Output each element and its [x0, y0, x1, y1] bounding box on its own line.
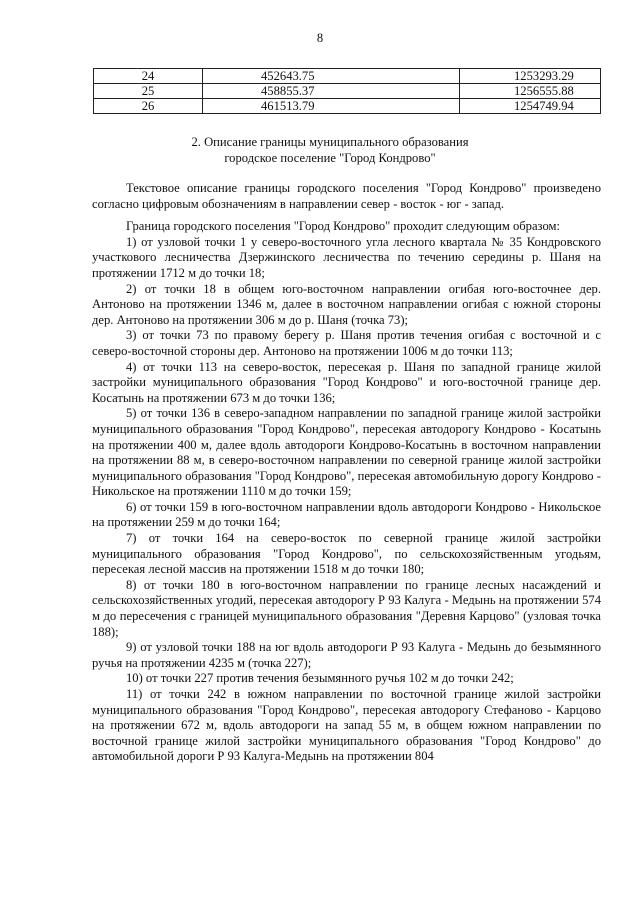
coordinates-table — [93, 68, 601, 114]
paragraph-item-6: 6) от точки 159 в юго-восточном направлении вдоль автодороги Кондрово - Никольское на протяжении 259 м до точки 164; — [92, 499, 601, 530]
paragraph-boundary-intro: Граница городского поселения "Город Кондрово" проходит следующим образом: — [126, 219, 560, 234]
paragraph-item-5: 5) от точки 136 в северо-западном направлении по западной границе жилой застройки муниципального образования "Город Кондрово", пересекая автодорогу Кондрово - Косатынь на протяжении 400 м, далее вдоль автодороги Кондрово-Косатынь в восточном направлении на протяжении 88 м, в северо-восточном направлении по северной границе жилой застройки муниципального образования "Город Кондрово", пересекая автомобильную дорогу Кондрово - Никольское на протяжении 1110 м до точки 159; — [92, 406, 601, 499]
paragraph-item-9: 9) от узловой точки 188 на юг вдоль автодороги Р 93 Калуга - Медынь до безымянного ручья на протяжении 4235 м (точка 227); — [92, 640, 601, 670]
section-heading-line-1: 2. Описание границы муниципального образования — [191, 135, 469, 149]
table-cell-x: 461513.79 — [203, 99, 460, 114]
paragraph-item-3: 3) от точки 73 по правому берегу р. Шаня против течения огибая с восточной и с северо-восточной стороны дер. Антоново на протяжении 1006 м до точки 113; — [92, 328, 601, 358]
paragraph-item-1: 1) от узловой точки 1 у северо-восточного угла лесного квартала № 35 Кондровского участкового лесничества Дзержинского лесничества по течению середины р. Шаня на протяжении 1712 м до точки 18; — [92, 234, 601, 280]
section-heading — [120, 134, 540, 166]
paragraph-item-2: 2) от точки 18 в общем юго-восточном направлении огибая юго-восточнее дер. Антоново на протяжении 1346 м, далее в восточном направлении огибая с южной стороны дер. Антоново на протяжении 306 м до р. Шаня (точка 73); — [92, 281, 601, 327]
table-row — [94, 99, 601, 114]
table-cell-y: 1256555.88 — [460, 84, 601, 99]
paragraph-item-11: 11) от точки 242 в южном направлении по восточной границе жилой застройки муниципального образования "Город Кондрово", пересекая автодорогу Стефаново - Карцово на протяжении 672 м, вдоль автодороги на запад 55 м, в общем южном направлении по восточной границе жилой застройки муниципального образования "Город Кондрово" до автомобильной дороги Р 93 Калуга-Медынь на протяжении 804 — [92, 687, 601, 764]
table-row — [94, 84, 601, 99]
table-cell-y: 1253293.29 — [460, 69, 601, 84]
table-row — [94, 69, 601, 84]
paragraph-item-10: 10) от точки 227 против течения безымянного ручья 102 м до точки 242; — [126, 671, 514, 686]
table-cell-y: 1254749.94 — [460, 99, 601, 114]
table-cell-x: 458855.37 — [203, 84, 460, 99]
table-cell-point: 24 — [94, 69, 203, 84]
page-number: 8 — [316, 31, 324, 45]
document-body — [92, 181, 601, 765]
paragraph-item-8: 8) от точки 180 в юго-восточном направлении по границе лесных насаждений и сельскохозяйственных угодий, пересекая автодорогу Р 93 Калуга - Медынь на протяжении 574 м до пересечения с границей муниципального образования "Деревня Карцово" (узловая точка 188); — [92, 577, 601, 639]
table-cell-x: 452643.75 — [203, 69, 460, 84]
section-heading-line-2: городское поселение "Город Кондрово" — [224, 151, 436, 165]
paragraph-intro: Текстовое описание границы городского поселения "Город Кондрово" произведено согласно цифровым обозначениям в направлении север - восток - юг - запад. — [92, 181, 601, 211]
paragraph-item-4: 4) от точки 113 на северо-восток, пересекая р. Шаня по западной границе жилой застройки муниципального образования "Город Кондрово" и юго-восточной границе дер. Косатынь на протяжении 673 м до точки 136; — [92, 359, 601, 405]
paragraph-item-7: 7) от точки 164 на северо-восток по северной границе жилой застройки муниципального образования "Город Кондрово", по сельскохозяйственным угодьям, пересекая лесной массив на протяжении 1518 м до точки 180; — [92, 531, 601, 577]
table-cell-point: 25 — [94, 84, 203, 99]
table-cell-point: 26 — [94, 99, 203, 114]
